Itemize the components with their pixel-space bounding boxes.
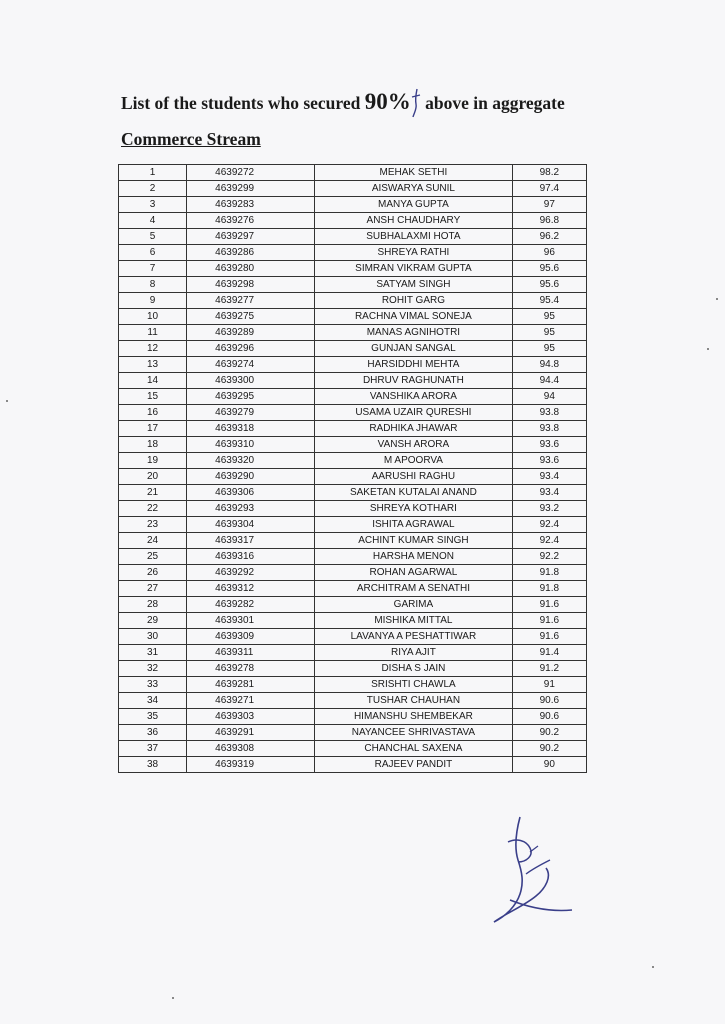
roll-number-cell: 4639281 xyxy=(187,677,315,693)
percentage-cell: 95 xyxy=(512,325,586,341)
table-row xyxy=(119,341,587,357)
serial-number-cell: 21 xyxy=(119,485,187,501)
serial-number-cell: 4 xyxy=(119,213,187,229)
table-row xyxy=(119,581,587,597)
percentage-cell: 93.4 xyxy=(512,485,586,501)
roll-number-cell: 4639306 xyxy=(187,485,315,501)
serial-number-cell: 19 xyxy=(119,453,187,469)
roll-number-cell: 4639320 xyxy=(187,453,315,469)
table-row xyxy=(119,293,587,309)
table-row xyxy=(119,309,587,325)
table-row xyxy=(119,389,587,405)
table-row xyxy=(119,645,587,661)
table-row xyxy=(119,485,587,501)
student-name-cell: RAJEEV PANDIT xyxy=(315,757,513,773)
table-row xyxy=(119,421,587,437)
table-row xyxy=(119,629,587,645)
percentage-cell: 90.2 xyxy=(512,725,586,741)
table-row xyxy=(119,469,587,485)
percentage-cell: 94.4 xyxy=(512,373,586,389)
students-table-body xyxy=(119,165,587,773)
table-row xyxy=(119,453,587,469)
percentage-cell: 91 xyxy=(512,677,586,693)
scan-speck xyxy=(652,966,654,968)
student-name-cell: M APOORVA xyxy=(315,453,513,469)
serial-number-cell: 35 xyxy=(119,709,187,725)
student-name-cell: SHREYA KOTHARI xyxy=(315,501,513,517)
serial-number-cell: 22 xyxy=(119,501,187,517)
student-name-cell: SHREYA RATHI xyxy=(315,245,513,261)
roll-number-cell: 4639300 xyxy=(187,373,315,389)
table-row xyxy=(119,181,587,197)
percentage-cell: 95 xyxy=(512,341,586,357)
roll-number-cell: 4639299 xyxy=(187,181,315,197)
table-row xyxy=(119,517,587,533)
signature xyxy=(480,812,580,937)
serial-number-cell: 8 xyxy=(119,277,187,293)
serial-number-cell: 16 xyxy=(119,405,187,421)
student-name-cell: NAYANCEE SHRIVASTAVA xyxy=(315,725,513,741)
serial-number-cell: 12 xyxy=(119,341,187,357)
serial-number-cell: 26 xyxy=(119,565,187,581)
table-row xyxy=(119,277,587,293)
percentage-cell: 91.8 xyxy=(512,565,586,581)
percentage-cell: 95 xyxy=(512,309,586,325)
roll-number-cell: 4639311 xyxy=(187,645,315,661)
student-name-cell: HARSIDDHI MEHTA xyxy=(315,357,513,373)
roll-number-cell: 4639278 xyxy=(187,661,315,677)
table-row xyxy=(119,565,587,581)
serial-number-cell: 15 xyxy=(119,389,187,405)
serial-number-cell: 14 xyxy=(119,373,187,389)
student-name-cell: ROHIT GARG xyxy=(315,293,513,309)
table-row xyxy=(119,437,587,453)
percentage-cell: 92.4 xyxy=(512,533,586,549)
table-row xyxy=(119,725,587,741)
student-name-cell: DHRUV RAGHUNATH xyxy=(315,373,513,389)
serial-number-cell: 3 xyxy=(119,197,187,213)
student-name-cell: SIMRAN VIKRAM GUPTA xyxy=(315,261,513,277)
table-row xyxy=(119,357,587,373)
roll-number-cell: 4639289 xyxy=(187,325,315,341)
student-name-cell: ARCHITRAM A SENATHI xyxy=(315,581,513,597)
percentage-cell: 91.6 xyxy=(512,613,586,629)
roll-number-cell: 4639297 xyxy=(187,229,315,245)
student-name-cell: GUNJAN SANGAL xyxy=(315,341,513,357)
roll-number-cell: 4639277 xyxy=(187,293,315,309)
student-name-cell: USAMA UZAIR QURESHI xyxy=(315,405,513,421)
percentage-cell: 93.6 xyxy=(512,437,586,453)
student-name-cell: SUBHALAXMI HOTA xyxy=(315,229,513,245)
student-name-cell: AISWARYA SUNIL xyxy=(315,181,513,197)
table-row xyxy=(119,597,587,613)
student-name-cell: MISHIKA MITTAL xyxy=(315,613,513,629)
percentage-cell: 96 xyxy=(512,245,586,261)
student-name-cell: ANSH CHAUDHARY xyxy=(315,213,513,229)
percentage-cell: 95.6 xyxy=(512,277,586,293)
roll-number-cell: 4639310 xyxy=(187,437,315,453)
percentage-cell: 90 xyxy=(512,757,586,773)
student-name-cell: ISHITA AGRAWAL xyxy=(315,517,513,533)
table-row xyxy=(119,165,587,181)
percentage-cell: 95.6 xyxy=(512,261,586,277)
title-text-before: List of the students who secured xyxy=(121,93,361,113)
roll-number-cell: 4639280 xyxy=(187,261,315,277)
table-row xyxy=(119,677,587,693)
roll-number-cell: 4639291 xyxy=(187,725,315,741)
roll-number-cell: 4639293 xyxy=(187,501,315,517)
serial-number-cell: 20 xyxy=(119,469,187,485)
percentage-cell: 97.4 xyxy=(512,181,586,197)
serial-number-cell: 5 xyxy=(119,229,187,245)
serial-number-cell: 24 xyxy=(119,533,187,549)
roll-number-cell: 4639282 xyxy=(187,597,315,613)
handwritten-slash-mark xyxy=(411,88,421,118)
table-row xyxy=(119,405,587,421)
table-row xyxy=(119,373,587,389)
table-row xyxy=(119,661,587,677)
percentage-cell: 93.6 xyxy=(512,453,586,469)
serial-number-cell: 9 xyxy=(119,293,187,309)
student-name-cell: VANSH ARORA xyxy=(315,437,513,453)
table-row xyxy=(119,693,587,709)
serial-number-cell: 29 xyxy=(119,613,187,629)
percentage-cell: 92.4 xyxy=(512,517,586,533)
student-name-cell: ACHINT KUMAR SINGH xyxy=(315,533,513,549)
serial-number-cell: 36 xyxy=(119,725,187,741)
page-title xyxy=(121,88,565,118)
student-name-cell: GARIMA xyxy=(315,597,513,613)
serial-number-cell: 23 xyxy=(119,517,187,533)
serial-number-cell: 25 xyxy=(119,549,187,565)
percentage-cell: 93.8 xyxy=(512,421,586,437)
table-row xyxy=(119,549,587,565)
student-name-cell: RACHNA VIMAL SONEJA xyxy=(315,309,513,325)
students-table xyxy=(118,164,587,773)
roll-number-cell: 4639286 xyxy=(187,245,315,261)
roll-number-cell: 4639271 xyxy=(187,693,315,709)
scan-speck xyxy=(172,997,174,999)
percentage-cell: 92.2 xyxy=(512,549,586,565)
serial-number-cell: 30 xyxy=(119,629,187,645)
roll-number-cell: 4639308 xyxy=(187,741,315,757)
student-name-cell: VANSHIKA ARORA xyxy=(315,389,513,405)
scan-speck xyxy=(716,298,718,300)
serial-number-cell: 38 xyxy=(119,757,187,773)
serial-number-cell: 27 xyxy=(119,581,187,597)
student-name-cell: ROHAN AGARWAL xyxy=(315,565,513,581)
serial-number-cell: 17 xyxy=(119,421,187,437)
table-row xyxy=(119,501,587,517)
serial-number-cell: 37 xyxy=(119,741,187,757)
percentage-cell: 98.2 xyxy=(512,165,586,181)
percentage-cell: 94 xyxy=(512,389,586,405)
percentage-cell: 93.2 xyxy=(512,501,586,517)
student-name-cell: MANYA GUPTA xyxy=(315,197,513,213)
table-row xyxy=(119,197,587,213)
table-row xyxy=(119,757,587,773)
roll-number-cell: 4639318 xyxy=(187,421,315,437)
roll-number-cell: 4639279 xyxy=(187,405,315,421)
percentage-cell: 91.2 xyxy=(512,661,586,677)
percentage-cell: 91.4 xyxy=(512,645,586,661)
serial-number-cell: 32 xyxy=(119,661,187,677)
table-row xyxy=(119,613,587,629)
serial-number-cell: 7 xyxy=(119,261,187,277)
roll-number-cell: 4639272 xyxy=(187,165,315,181)
roll-number-cell: 4639283 xyxy=(187,197,315,213)
table-row xyxy=(119,245,587,261)
table-row xyxy=(119,229,587,245)
percentage-cell: 91.8 xyxy=(512,581,586,597)
student-name-cell: CHANCHAL SAXENA xyxy=(315,741,513,757)
roll-number-cell: 4639312 xyxy=(187,581,315,597)
serial-number-cell: 18 xyxy=(119,437,187,453)
serial-number-cell: 31 xyxy=(119,645,187,661)
roll-number-cell: 4639317 xyxy=(187,533,315,549)
percentage-cell: 93.8 xyxy=(512,405,586,421)
table-row xyxy=(119,325,587,341)
roll-number-cell: 4639290 xyxy=(187,469,315,485)
serial-number-cell: 33 xyxy=(119,677,187,693)
student-name-cell: RIYA AJIT xyxy=(315,645,513,661)
percentage-cell: 94.8 xyxy=(512,357,586,373)
scan-speck xyxy=(6,400,8,402)
roll-number-cell: 4639303 xyxy=(187,709,315,725)
roll-number-cell: 4639276 xyxy=(187,213,315,229)
serial-number-cell: 10 xyxy=(119,309,187,325)
percentage-cell: 96.8 xyxy=(512,213,586,229)
percentage-cell: 97 xyxy=(512,197,586,213)
serial-number-cell: 6 xyxy=(119,245,187,261)
table-row xyxy=(119,709,587,725)
serial-number-cell: 34 xyxy=(119,693,187,709)
roll-number-cell: 4639292 xyxy=(187,565,315,581)
roll-number-cell: 4639301 xyxy=(187,613,315,629)
stream-heading: Commerce Stream xyxy=(121,129,261,149)
roll-number-cell: 4639319 xyxy=(187,757,315,773)
percentage-cell: 96.2 xyxy=(512,229,586,245)
percentage-cell: 95.4 xyxy=(512,293,586,309)
student-name-cell: SAKETAN KUTALAI ANAND xyxy=(315,485,513,501)
student-name-cell: HIMANSHU SHEMBEKAR xyxy=(315,709,513,725)
student-name-cell: DISHA S JAIN xyxy=(315,661,513,677)
scan-speck xyxy=(707,348,709,350)
serial-number-cell: 1 xyxy=(119,165,187,181)
roll-number-cell: 4639298 xyxy=(187,277,315,293)
student-name-cell: TUSHAR CHAUHAN xyxy=(315,693,513,709)
roll-number-cell: 4639304 xyxy=(187,517,315,533)
roll-number-cell: 4639295 xyxy=(187,389,315,405)
roll-number-cell: 4639316 xyxy=(187,549,315,565)
table-row xyxy=(119,741,587,757)
percentage-cell: 90.2 xyxy=(512,741,586,757)
percentage-cell: 90.6 xyxy=(512,709,586,725)
student-name-cell: SATYAM SINGH xyxy=(315,277,513,293)
serial-number-cell: 2 xyxy=(119,181,187,197)
percentage-cell: 90.6 xyxy=(512,693,586,709)
student-name-cell: HARSHA MENON xyxy=(315,549,513,565)
title-text-after: above in aggregate xyxy=(425,93,565,113)
student-name-cell: MEHAK SETHI xyxy=(315,165,513,181)
student-name-cell: AARUSHI RAGHU xyxy=(315,469,513,485)
serial-number-cell: 11 xyxy=(119,325,187,341)
roll-number-cell: 4639309 xyxy=(187,629,315,645)
roll-number-cell: 4639275 xyxy=(187,309,315,325)
student-name-cell: MANAS AGNIHOTRI xyxy=(315,325,513,341)
student-name-cell: RADHIKA JHAWAR xyxy=(315,421,513,437)
serial-number-cell: 28 xyxy=(119,597,187,613)
student-name-cell: LAVANYA A PESHATTIWAR xyxy=(315,629,513,645)
table-row xyxy=(119,261,587,277)
table-row xyxy=(119,533,587,549)
percentage-cell: 91.6 xyxy=(512,597,586,613)
table-row xyxy=(119,213,587,229)
student-name-cell: SRISHTI CHAWLA xyxy=(315,677,513,693)
percentage-cell: 91.6 xyxy=(512,629,586,645)
percentage-cell: 93.4 xyxy=(512,469,586,485)
roll-number-cell: 4639296 xyxy=(187,341,315,357)
title-percent: 90% xyxy=(364,89,411,114)
serial-number-cell: 13 xyxy=(119,357,187,373)
roll-number-cell: 4639274 xyxy=(187,357,315,373)
